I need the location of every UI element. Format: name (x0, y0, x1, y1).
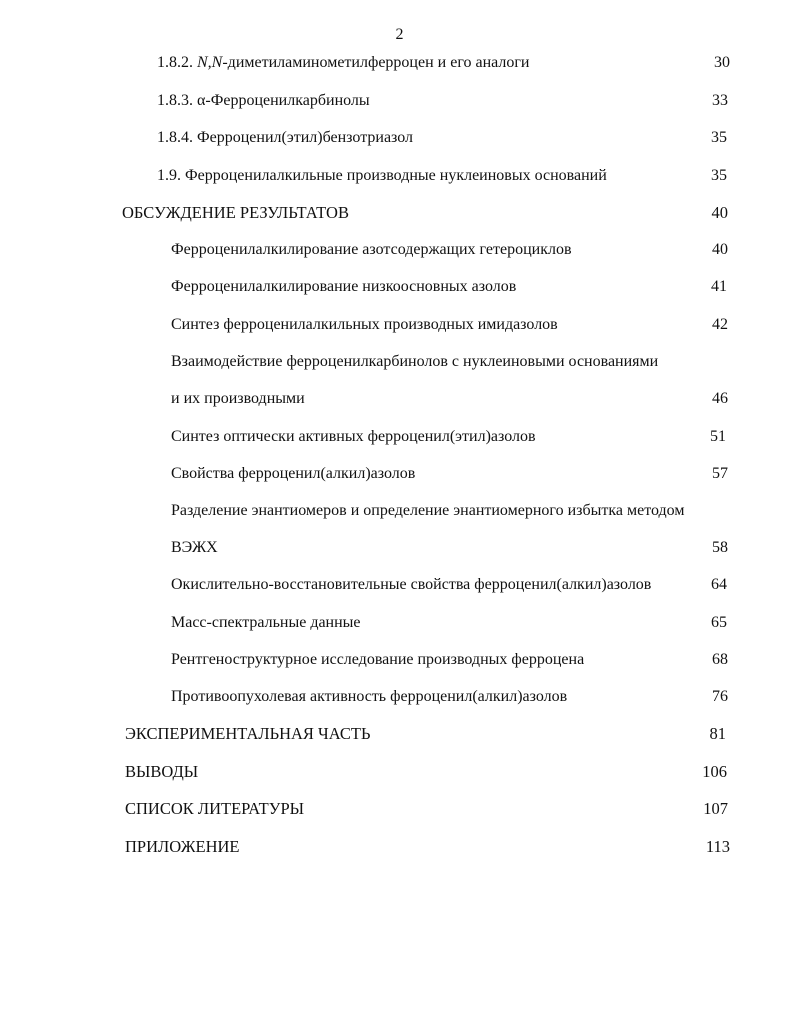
toc-entry-title: Ферроценилалкилирование низкоосновных азолов (171, 278, 517, 295)
toc-entry-title: Рентгеноструктурное исследование производных ферроцена (171, 651, 585, 668)
toc-entry-discussion-1 (171, 240, 728, 260)
toc-entry-discussion-4-line-1 (171, 352, 691, 372)
toc-entry-page: 64 (711, 576, 727, 593)
toc-entry-page: 42 (712, 316, 728, 333)
toc-entry-appendix (125, 837, 730, 857)
toc-entry-1-8-4 (157, 128, 727, 148)
toc-entry-title: Синтез оптически активных ферроценил(этил)азолов (171, 428, 536, 445)
page-number: 2 (395, 26, 404, 43)
toc-entry-page: 57 (712, 465, 728, 482)
toc-entry-discussion-6 (171, 464, 728, 484)
toc-entry-conclusions (125, 762, 727, 782)
toc-entry-title: 1.9. Ферроценилалкильные производные нуклеиновых оснований (157, 167, 607, 184)
toc-entry-page: 35 (711, 167, 727, 184)
toc-entry-number: 1.8.2. (157, 54, 193, 71)
toc-entry-page: 113 (705, 837, 730, 856)
toc-entry-title: и их производными (171, 390, 305, 407)
toc-entry-discussion-4-line-2 (171, 389, 728, 409)
toc-entry-discussion-7-line-1 (171, 501, 731, 521)
toc-entry-discussion-10 (171, 650, 728, 670)
toc-entry-1-8-2 (157, 53, 730, 73)
toc-entry-title: Противоопухолевая активность ферроценил(алкил)азолов (171, 688, 568, 705)
toc-entry-page: 107 (703, 799, 728, 818)
toc-entry-page: 68 (712, 651, 728, 668)
toc-entry-page: 33 (712, 92, 728, 109)
toc-entry-page: 81 (709, 724, 726, 743)
toc-entry-page: 30 (714, 54, 730, 71)
toc-entry-discussion-7-line-2 (171, 538, 728, 558)
toc-entry-title: ПРИЛОЖЕНИЕ (125, 837, 240, 856)
toc-entry-page: 51 (710, 428, 726, 445)
toc-entry-experimental (125, 724, 726, 744)
toc-entry-title: ОБСУЖДЕНИЕ РЕЗУЛЬТАТОВ (122, 203, 349, 222)
toc-entry-page: 40 (711, 203, 728, 222)
toc-entry-page: 46 (712, 390, 728, 407)
toc-entry-title: СПИСОК ЛИТЕРАТУРЫ (125, 799, 305, 818)
toc-entry-italic-term: N,N (197, 54, 223, 71)
toc-entry-page: 76 (712, 688, 728, 705)
toc-entry-title: Окислительно-восстановительные свойства ферроценил(алкил)азолов (171, 576, 652, 593)
toc-entry-page: 35 (711, 129, 727, 146)
toc-entry-title: Взаимодействие ферроценилкарбинолов с нуклеиновыми основаниями (171, 353, 659, 370)
toc-entry-title: Свойства ферроценил(алкил)азолов (171, 465, 416, 482)
toc-entry-page: 40 (712, 241, 728, 258)
toc-entry-discussion-3 (171, 315, 728, 335)
toc-entry-title-rest: -диметиламинометилферроцен и его аналоги (222, 54, 530, 71)
toc-entry-title: ВЭЖХ (171, 539, 218, 556)
toc-entry-discussion-8 (171, 575, 727, 595)
toc-entry-title: Ферроценилалкилирование азотсодержащих гетероциклов (171, 241, 572, 258)
toc-entry-title: Масс-спектральные данные (171, 614, 361, 631)
toc-entry-title: ВЫВОДЫ (125, 762, 199, 781)
toc-entry-page: 106 (702, 762, 727, 781)
toc-entry-page: 41 (711, 278, 727, 295)
toc-entry-discussion-11 (171, 687, 728, 707)
toc-entry-discussion-2 (171, 277, 727, 297)
toc-entry-1-9 (157, 166, 727, 186)
toc-entry-1-8-3 (157, 91, 728, 111)
toc-entry-discussion-5 (171, 427, 726, 447)
toc-entry-page: 58 (712, 539, 728, 556)
toc-entry-title: 1.8.4. Ферроценил(этил)бензотриазол (157, 129, 414, 146)
toc-entry-title: ЭКСПЕРИМЕНТАЛЬНАЯ ЧАСТЬ (125, 724, 371, 743)
toc-entry-title: Синтез ферроценилалкильных производных имидазолов (171, 316, 558, 333)
toc-entry-references (125, 799, 728, 819)
toc-entry-page: 65 (711, 614, 727, 631)
toc-entry-title: Разделение энантиомеров и определение энантиомерного избытка методом (171, 502, 685, 519)
toc-entry-title: 1.8.3. α-Ферроценилкарбинолы (157, 92, 370, 109)
toc-entry-title (157, 53, 530, 73)
toc-entry-discussion-9 (171, 613, 727, 633)
toc-entry-discussion (122, 203, 728, 223)
